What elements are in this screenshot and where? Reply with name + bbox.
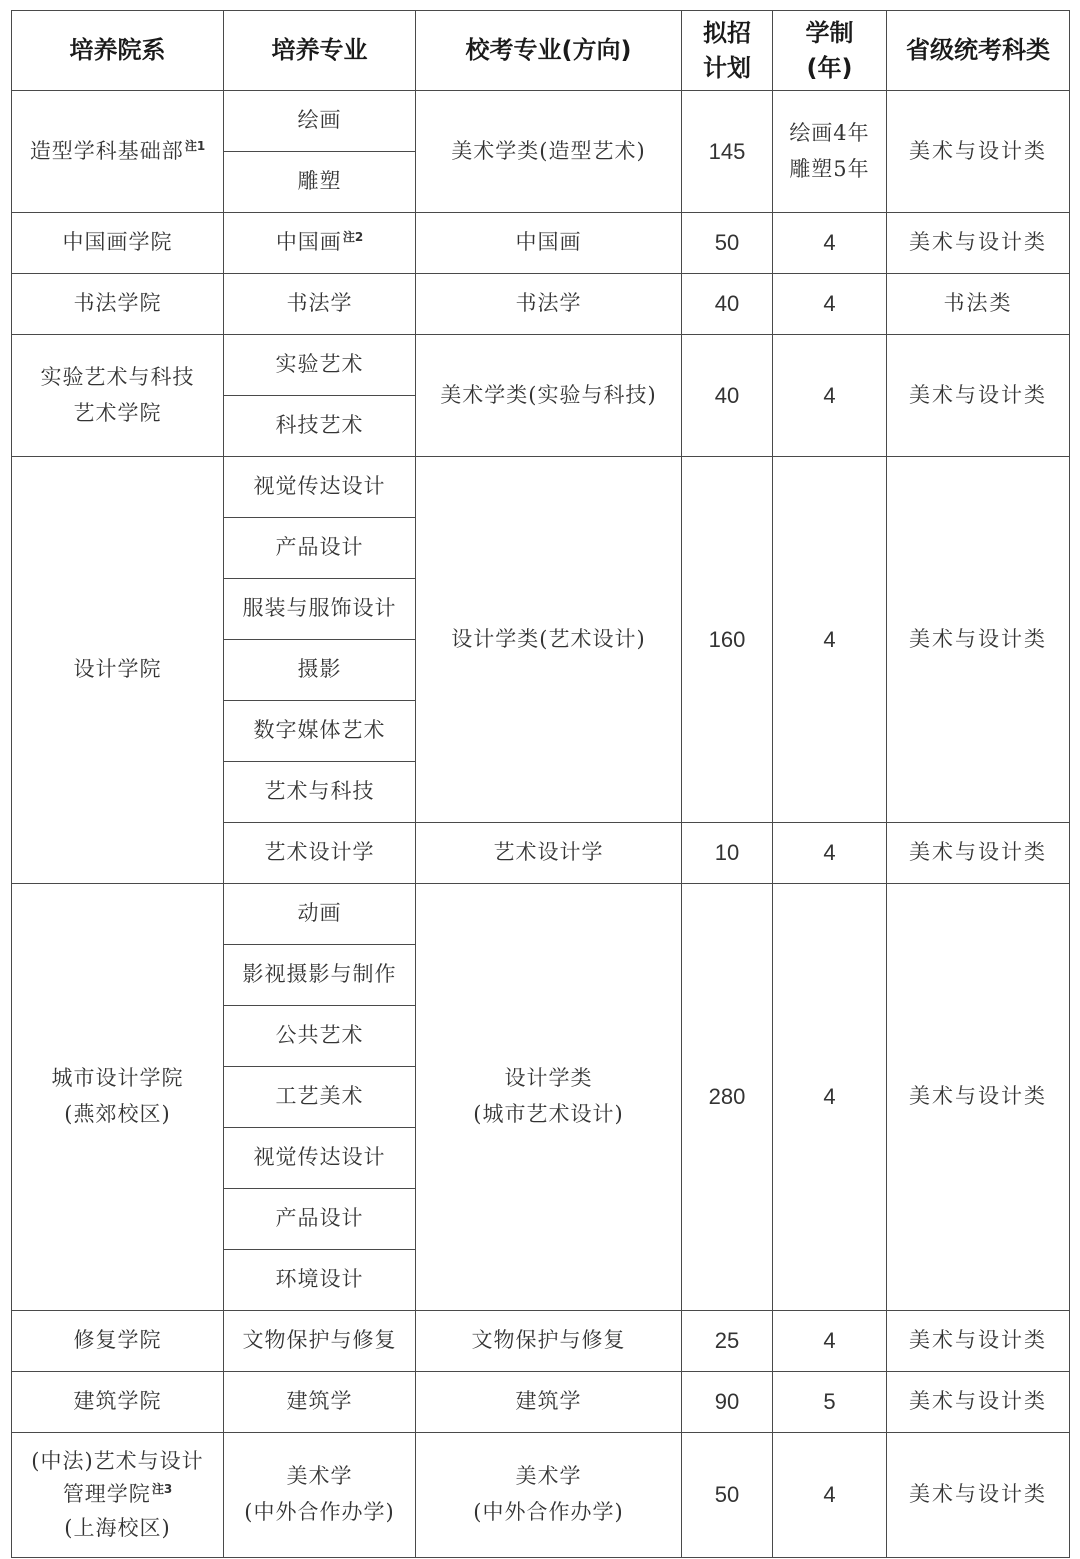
table-row bbox=[12, 91, 1070, 152]
plan-cell: 145 bbox=[682, 91, 773, 213]
major-cell: 工艺美术 bbox=[224, 1067, 416, 1128]
dept-cell bbox=[12, 335, 224, 457]
plan-cell: 40 bbox=[682, 335, 773, 457]
category-cell: 美术与设计类 bbox=[887, 884, 1070, 1311]
dept-name-line bbox=[16, 1478, 219, 1512]
exam-major-cell: 美术学类(造型艺术) bbox=[416, 91, 682, 213]
header-years-line1: 学制 bbox=[805, 18, 854, 47]
years-cell: 4 bbox=[773, 1433, 887, 1558]
major-cell: 建筑学 bbox=[224, 1372, 416, 1433]
header-row bbox=[12, 11, 1070, 91]
category-cell: 书法类 bbox=[887, 274, 1070, 335]
major-cell: 摄影 bbox=[224, 640, 416, 701]
major-cell: 动画 bbox=[224, 884, 416, 945]
years-cell: 4 bbox=[773, 213, 887, 274]
plan-cell: 160 bbox=[682, 457, 773, 823]
category-cell: 美术与设计类 bbox=[887, 213, 1070, 274]
category-cell: 美术与设计类 bbox=[887, 1311, 1070, 1372]
dept-name-line: (燕郊校区) bbox=[64, 1102, 171, 1126]
dept-name-line: (上海校区) bbox=[64, 1515, 171, 1540]
exam-major-cell: 艺术设计学 bbox=[416, 823, 682, 884]
plan-cell: 40 bbox=[682, 274, 773, 335]
major-cell: 文物保护与修复 bbox=[224, 1311, 416, 1372]
exam-major-cell bbox=[416, 884, 682, 1311]
header-plan-line2: 计划 bbox=[703, 53, 751, 82]
table-row bbox=[12, 457, 1070, 518]
exam-major-cell bbox=[416, 1433, 682, 1558]
dept-name-line: 城市设计学院 bbox=[51, 1066, 184, 1091]
table-row bbox=[12, 335, 1070, 396]
header-plan-line1: 拟招 bbox=[703, 18, 751, 47]
header-plan bbox=[682, 11, 773, 91]
header-province-category: 省级统考科类 bbox=[887, 11, 1070, 91]
category-cell: 美术与设计类 bbox=[887, 335, 1070, 457]
exam-major-line: (城市艺术设计) bbox=[473, 1102, 624, 1126]
major-cell: 视觉传达设计 bbox=[224, 1128, 416, 1189]
major-cell: 环境设计 bbox=[224, 1250, 416, 1311]
dept-cell bbox=[12, 91, 224, 213]
major-cell: 服装与服饰设计 bbox=[224, 579, 416, 640]
major-line: (中外合作办学) bbox=[244, 1500, 395, 1524]
major-cell: 公共艺术 bbox=[224, 1006, 416, 1067]
major-cell: 视觉传达设计 bbox=[224, 457, 416, 518]
table-row bbox=[12, 884, 1070, 945]
exam-major-cell: 书法学 bbox=[416, 274, 682, 335]
major-cell: 艺术设计学 bbox=[224, 823, 416, 884]
enrollment-plan-table bbox=[11, 10, 1070, 1558]
major-cell: 产品设计 bbox=[224, 518, 416, 579]
years-line: 绘画4年 bbox=[789, 120, 870, 145]
footnote-marker: 注1 bbox=[184, 138, 206, 153]
table-row bbox=[12, 1311, 1070, 1372]
header-exam-major: 校考专业(方向) bbox=[416, 11, 682, 91]
major-cell bbox=[224, 213, 416, 274]
table-row bbox=[12, 274, 1070, 335]
exam-major-cell: 美术学类(实验与科技) bbox=[416, 335, 682, 457]
plan-cell: 280 bbox=[682, 884, 773, 1311]
dept-name: 造型学科基础部 bbox=[29, 138, 184, 163]
major-cell: 产品设计 bbox=[224, 1189, 416, 1250]
header-dept: 培养院系 bbox=[12, 11, 224, 91]
category-cell: 美术与设计类 bbox=[887, 91, 1070, 213]
footnote-marker: 注2 bbox=[342, 230, 364, 245]
exam-major-cell: 中国画 bbox=[416, 213, 682, 274]
major-cell: 科技艺术 bbox=[224, 396, 416, 457]
dept-cell bbox=[12, 884, 224, 1311]
plan-cell: 50 bbox=[682, 1433, 773, 1558]
category-cell: 美术与设计类 bbox=[887, 457, 1070, 823]
major-name: 中国画 bbox=[275, 230, 342, 255]
footnote-marker: 注3 bbox=[151, 1482, 173, 1497]
exam-major-cell: 文物保护与修复 bbox=[416, 1311, 682, 1372]
years-cell: 4 bbox=[773, 1311, 887, 1372]
major-cell: 艺术与科技 bbox=[224, 762, 416, 823]
header-years-line2: (年) bbox=[806, 53, 853, 82]
header-major: 培养专业 bbox=[224, 11, 416, 91]
major-cell: 书法学 bbox=[224, 274, 416, 335]
table-row bbox=[12, 213, 1070, 274]
category-cell: 美术与设计类 bbox=[887, 1372, 1070, 1433]
category-cell: 美术与设计类 bbox=[887, 823, 1070, 884]
years-cell: 4 bbox=[773, 884, 887, 1311]
dept-name-line: (中法)艺术与设计 bbox=[31, 1448, 204, 1473]
major-cell bbox=[224, 1433, 416, 1558]
plan-cell: 50 bbox=[682, 213, 773, 274]
exam-major-line: 设计学类 bbox=[504, 1066, 593, 1091]
years-cell: 4 bbox=[773, 823, 887, 884]
table-row bbox=[12, 1372, 1070, 1433]
years-cell: 4 bbox=[773, 335, 887, 457]
major-cell: 数字媒体艺术 bbox=[224, 701, 416, 762]
dept-cell: 中国画学院 bbox=[12, 213, 224, 274]
dept-name-line: 实验艺术与科技 bbox=[40, 364, 195, 389]
exam-major-cell: 设计学类(艺术设计) bbox=[416, 457, 682, 823]
dept-cell bbox=[12, 1433, 224, 1558]
major-cell: 实验艺术 bbox=[224, 335, 416, 396]
table-row bbox=[12, 1433, 1070, 1558]
exam-major-line: 美术学 bbox=[515, 1464, 582, 1489]
dept-cell: 修复学院 bbox=[12, 1311, 224, 1372]
major-cell: 影视摄影与制作 bbox=[224, 945, 416, 1006]
dept-cell: 设计学院 bbox=[12, 457, 224, 884]
exam-major-line: (中外合作办学) bbox=[473, 1500, 624, 1524]
plan-cell: 10 bbox=[682, 823, 773, 884]
major-cell: 绘画 bbox=[224, 91, 416, 152]
years-line: 雕塑5年 bbox=[789, 156, 870, 181]
dept-cell: 书法学院 bbox=[12, 274, 224, 335]
dept-name-part: 管理学院 bbox=[62, 1482, 151, 1507]
major-cell: 雕塑 bbox=[224, 152, 416, 213]
category-cell: 美术与设计类 bbox=[887, 1433, 1070, 1558]
years-cell bbox=[773, 91, 887, 213]
header-years bbox=[773, 11, 887, 91]
dept-cell: 建筑学院 bbox=[12, 1372, 224, 1433]
exam-major-cell: 建筑学 bbox=[416, 1372, 682, 1433]
years-cell: 4 bbox=[773, 457, 887, 823]
years-cell: 5 bbox=[773, 1372, 887, 1433]
major-line: 美术学 bbox=[286, 1464, 353, 1489]
plan-cell: 25 bbox=[682, 1311, 773, 1372]
dept-name-line: 艺术学院 bbox=[73, 400, 162, 425]
years-cell: 4 bbox=[773, 274, 887, 335]
plan-cell: 90 bbox=[682, 1372, 773, 1433]
